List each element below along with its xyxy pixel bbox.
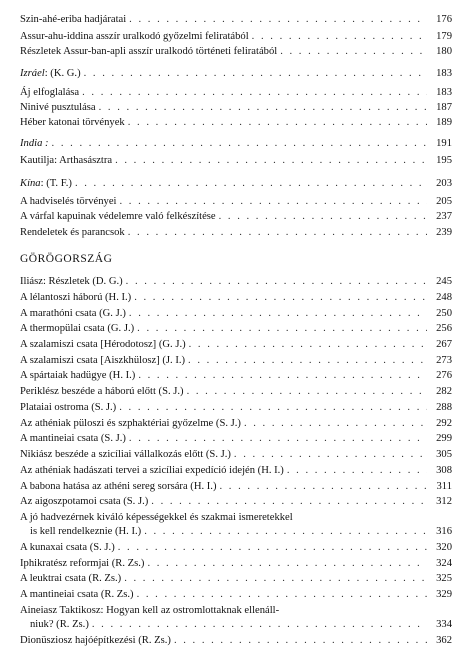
toc-entry — [20, 46, 452, 60]
toc-entry-region — [20, 68, 452, 82]
region-name: Kína — [20, 178, 41, 189]
leader-dots — [124, 573, 427, 584]
toc-entry — [20, 418, 452, 432]
entry-title: Héber katonai törvények — [20, 117, 125, 128]
entry-title — [20, 178, 72, 189]
page-number: 273 — [436, 355, 452, 366]
page-number: 176 — [436, 14, 452, 25]
entry-title: A leuktrai csata (R. Zs.) — [20, 573, 122, 584]
entry-title: A lélantoszi háború (H. I.) — [20, 292, 132, 303]
entry-title: Kautilja: Arthasásztra — [20, 155, 113, 166]
toc-entry — [20, 402, 452, 416]
toc-entry — [20, 155, 452, 169]
page-number: 248 — [436, 292, 452, 303]
entry-title: Iliász: Részletek (D. G.) — [20, 276, 123, 287]
entry-title: A babona hatása az athéni sereg sorsára (H. I.) — [20, 481, 217, 492]
toc-entry — [20, 386, 452, 400]
leader-dots — [92, 619, 427, 630]
page-number: 299 — [436, 433, 452, 444]
leader-dots — [147, 558, 427, 569]
entry-title-line1: A jó hadvezérnek kiváló képességekkel és szakmai ismeretekkel — [20, 512, 293, 523]
toc-entry-continuation — [20, 619, 452, 633]
leader-dots — [84, 68, 427, 79]
leader-dots — [137, 589, 427, 600]
entry-title: A spártaiak hadügye (H. I.) — [20, 370, 136, 381]
page-number: 187 — [436, 102, 452, 113]
entry-title: Iphikratész reformjai (R. Zs.) — [20, 558, 145, 569]
entry-title-line2: is kell rendelkeznie (H. I.) — [30, 526, 142, 537]
page-number: 334 — [436, 619, 452, 630]
leader-dots — [219, 211, 427, 222]
page-number: 308 — [436, 465, 452, 476]
page-number: 292 — [436, 418, 452, 429]
toc-entry — [20, 117, 452, 131]
page-number: 205 — [436, 196, 452, 207]
leader-dots — [115, 155, 427, 166]
region-editor: : (T. F.) — [40, 178, 72, 189]
leader-dots — [234, 449, 427, 460]
page-number: 237 — [436, 211, 452, 222]
toc-entry — [20, 542, 452, 556]
page-number: 239 — [436, 227, 452, 238]
entry-title: Ninivé pusztulása — [20, 102, 96, 113]
entry-title: A szalamiszi csata [Aiszkhülosz] (J. I.) — [20, 355, 186, 366]
page-number: 256 — [436, 323, 452, 334]
leader-dots — [280, 46, 427, 57]
toc-entry — [20, 308, 452, 322]
leader-dots — [244, 418, 427, 429]
toc-entry-region — [20, 138, 452, 152]
page-number: 179 — [436, 31, 452, 42]
leader-dots — [252, 31, 427, 42]
region-name: India : — [20, 138, 49, 149]
page-number: 282 — [436, 386, 452, 397]
page-number: 305 — [436, 449, 452, 460]
entry-title: A kunaxai csata (S. J.) — [20, 542, 115, 553]
toc-entry — [20, 355, 452, 369]
entry-title: Az athéniak püloszi és szphaktériai győzelme (S. J.) — [20, 418, 241, 429]
page-number: 276 — [436, 370, 452, 381]
leader-dots — [144, 526, 427, 537]
region-name: Izráel — [20, 68, 45, 79]
toc-entry — [20, 558, 452, 572]
page-number: 189 — [436, 117, 452, 128]
toc-entry — [20, 227, 452, 241]
entry-title: Az aigoszpotamoi csata (S. J.) — [20, 496, 149, 507]
page-number: 316 — [436, 526, 452, 537]
toc-entry — [20, 292, 452, 306]
page-number: 183 — [436, 68, 452, 79]
toc-entry — [20, 87, 452, 101]
page-number: 324 — [436, 558, 452, 569]
entry-title-line1: Aineiasz Taktikosz: Hogyan kell az ostromlottaknak ellenáll- — [20, 605, 280, 616]
entry-title: A thermopülai csata (G. J.) — [20, 323, 135, 334]
page-number: 311 — [436, 481, 452, 492]
toc-entry — [20, 14, 452, 28]
entry-title: Periklész beszéde a háború előtt (S. J.) — [20, 386, 184, 397]
page-number: 362 — [436, 635, 452, 646]
entry-title: Dionüsziosz hajóépítkezési (R. Zs.) — [20, 635, 171, 646]
leader-dots — [129, 308, 427, 319]
leader-dots — [220, 481, 428, 492]
leader-dots — [126, 276, 427, 287]
toc-entry — [20, 323, 452, 337]
entry-title: Assur-ahu-iddina asszír uralkodó győzelmi feliratából — [20, 31, 249, 42]
leader-dots — [189, 339, 427, 350]
section-heading: GÖRÖGORSZÁG — [20, 253, 113, 265]
page-number: 267 — [436, 339, 452, 350]
leader-dots — [134, 292, 427, 303]
page-number: 191 — [436, 138, 452, 149]
entry-title: A mantineiai csata (S. J.) — [20, 433, 126, 444]
entry-title — [20, 68, 81, 79]
leader-dots — [120, 196, 428, 207]
page-number: 195 — [436, 155, 452, 166]
toc-entry — [20, 496, 452, 510]
toc-entry-region — [20, 178, 452, 192]
leader-dots — [174, 635, 427, 646]
leader-dots — [151, 496, 427, 507]
leader-dots — [52, 138, 427, 149]
toc-entry-multiline — [20, 605, 452, 619]
page-number: 250 — [436, 308, 452, 319]
toc-entry-continuation — [20, 526, 452, 540]
entry-title: Részletek Assur-ban-apli asszír uralkodó történeti feliratából — [20, 46, 278, 57]
toc-entry — [20, 465, 452, 479]
toc-entry — [20, 31, 452, 45]
entry-title: A várfal kapuinak védelemre való felkészítése — [20, 211, 216, 222]
leader-dots — [188, 355, 427, 366]
leader-dots — [75, 178, 427, 189]
region-editor: : (K. G.) — [44, 68, 81, 79]
leader-dots — [129, 433, 427, 444]
page-number: 325 — [436, 573, 452, 584]
page-number: 245 — [436, 276, 452, 287]
toc-entry — [20, 573, 452, 587]
page-number: 320 — [436, 542, 452, 553]
leader-dots — [128, 227, 427, 238]
leader-dots — [138, 370, 427, 381]
entry-title: A szalamiszi csata [Hérodotosz] (G. J.) — [20, 339, 186, 350]
leader-dots — [129, 14, 427, 25]
entry-title — [20, 138, 49, 149]
entry-title: A hadviselés törvényei — [20, 196, 117, 207]
toc-entry — [20, 102, 452, 116]
leader-dots — [118, 542, 427, 553]
toc-entry — [20, 635, 452, 649]
toc-entry — [20, 433, 452, 447]
toc-entry-multiline — [20, 512, 452, 526]
toc-entry — [20, 339, 452, 353]
entry-title: A mantineiai csata (R. Zs.) — [20, 589, 134, 600]
entry-title: A marathóni csata (G. J.) — [20, 308, 126, 319]
page-number: 203 — [436, 178, 452, 189]
page-number: 288 — [436, 402, 452, 413]
page-number: 329 — [436, 589, 452, 600]
leader-dots — [187, 386, 427, 397]
page-number: 180 — [436, 46, 452, 57]
entry-title: Az athéniak hadászati tervei a szicíliai expedíció idején (H. I.) — [20, 465, 284, 476]
leader-dots — [82, 87, 427, 98]
leader-dots — [99, 102, 427, 113]
entry-title: Rendeletek és parancsok — [20, 227, 125, 238]
page-number: 312 — [436, 496, 452, 507]
toc-entry — [20, 276, 452, 290]
toc-entry — [20, 481, 452, 495]
entry-title-line2: niuk? (R. Zs.) — [30, 619, 89, 630]
entry-title: Nikiász beszéde a szicíliai vállalkozás előtt (S. J.) — [20, 449, 231, 460]
entry-title: Áj elfoglalása — [20, 87, 80, 98]
toc-entry — [20, 449, 452, 463]
page-number: 183 — [436, 87, 452, 98]
toc-entry — [20, 589, 452, 603]
leader-dots — [137, 323, 427, 334]
leader-dots — [128, 117, 427, 128]
toc-entry — [20, 370, 452, 384]
toc-entry — [20, 211, 452, 225]
leader-dots — [287, 465, 427, 476]
entry-title: Szin-ahé-eriba hadjáratai — [20, 14, 127, 25]
toc-entry — [20, 196, 452, 210]
entry-title: Plataiai ostroma (S. J.) — [20, 402, 117, 413]
leader-dots — [119, 402, 427, 413]
